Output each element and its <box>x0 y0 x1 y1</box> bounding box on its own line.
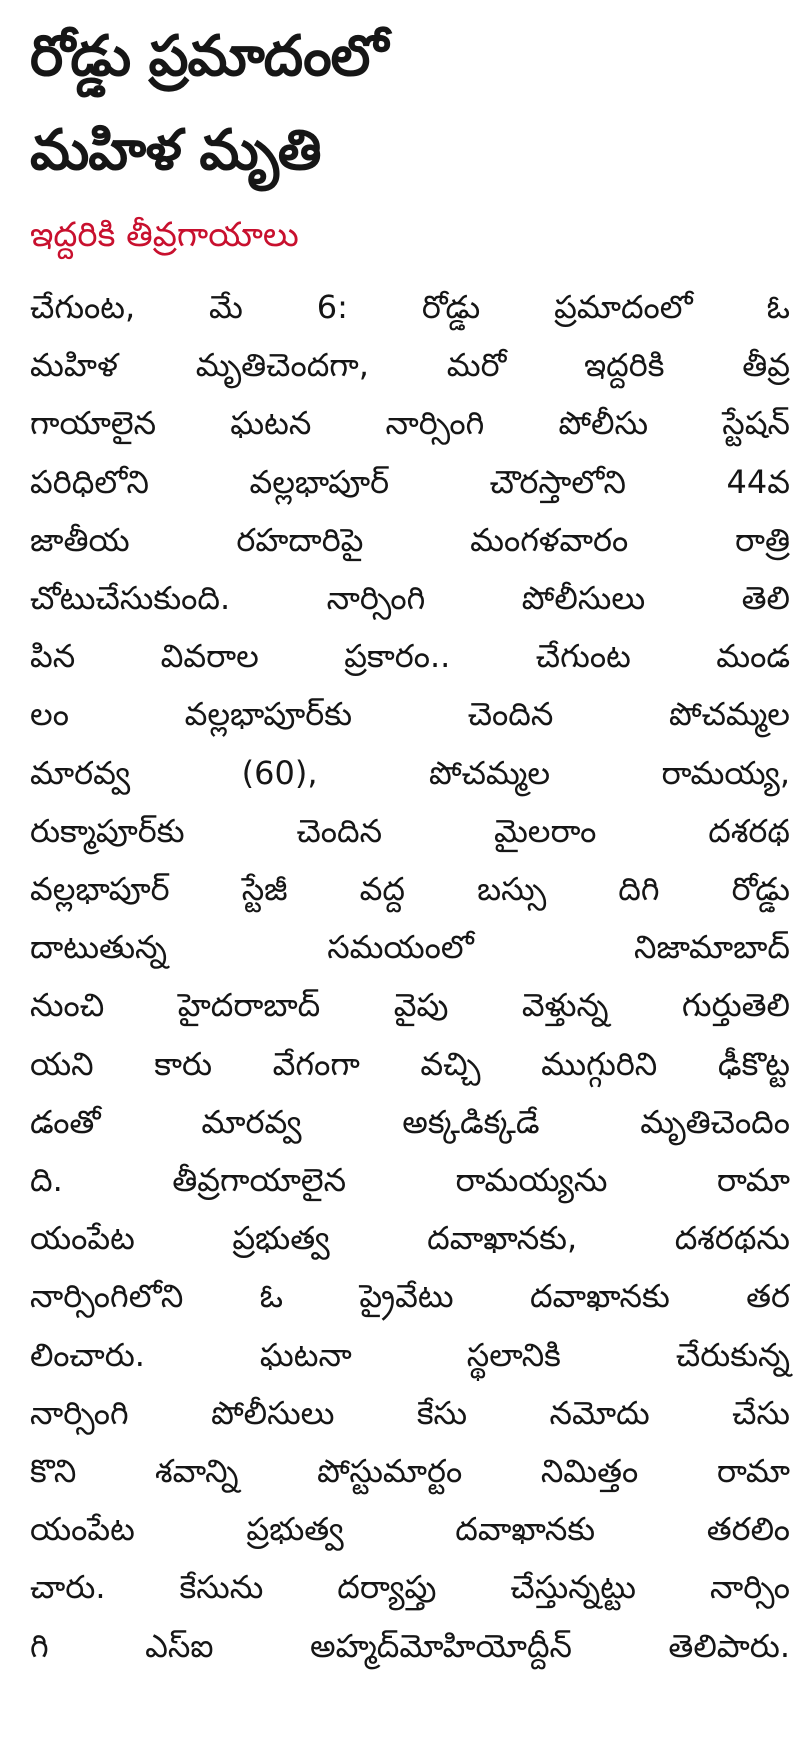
body-line: చారు. కేసును దర్యాప్తు చేస్తున్నట్టు నార్సిం <box>30 1568 790 1607</box>
body-line: పిన వివరాల ప్రకారం.. చేగుంట మండ <box>30 637 790 676</box>
body-line: చోటుచేసుకుంది. నార్సింగి పోలీసులు తెలి <box>30 579 790 618</box>
body-line: డంతో మారవ్వ అక్కడిక్కడే మృతిచెందిం <box>30 1102 790 1141</box>
headline-line-1: రోడ్డు ప్రమాదంలో <box>30 24 388 89</box>
body-line: యంపేట ప్రభుత్వ దవాఖానకు, దశరథను <box>30 1219 790 1258</box>
body-line: కొని శవాన్ని పోస్టుమార్టం నిమిత్తం రామా <box>30 1452 790 1491</box>
headline <box>30 10 790 198</box>
body-line: గి ఎస్ఐ అహ్మద్‌మోహియోద్దీన్ తెలిపారు. <box>30 1626 790 1665</box>
body-line: గాయాలైన ఘటన నార్సింగి పోలీసు స్టేషన్ <box>30 404 790 443</box>
body-line: నార్సింగిలోని ఓ ప్రైవేటు దవాఖానకు తర <box>30 1277 790 1316</box>
body-line: ది. తీవ్రగాయాలైన రామయ్యను రామా <box>30 1161 790 1200</box>
body-line: మారవ్వ (60), పోచమ్మల రామయ్య, <box>30 753 790 792</box>
body-line: దాటుతున్న సమయంలో నిజామాబాద్ <box>30 928 790 967</box>
body-line: మహిళ మృతిచెందగా, మరో ఇద్దరికి తీవ్ర <box>30 346 790 385</box>
headline-line-2: మహిళ మృతి <box>30 118 321 183</box>
body-line: యంపేట ప్రభుత్వ దవాఖానకు తరలిం <box>30 1510 790 1549</box>
body-line: జాతీయ రహదారిపై మంగళవారం రాత్రి <box>30 520 790 559</box>
body-line: నార్సింగి పోలీసులు కేసు నమోదు చేసు <box>30 1393 790 1432</box>
body-line: లించారు. ఘటనా స్థలానికి చేరుకున్న <box>30 1335 790 1374</box>
subheadline: ఇద్దరికి తీవ్రగాయాలు <box>30 215 299 255</box>
body-line: లం వల్లభాపూర్‌కు చెందిన పోచమ్మల <box>30 695 790 734</box>
body-line: పరిధిలోని వల్లభాపూర్ చౌరస్తాలోని 44వ <box>30 462 790 501</box>
body-line: యని కారు వేగంగా వచ్చి ముగ్గురిని ఢీకొట్ట <box>30 1044 790 1083</box>
body-line: చేగుంట, మే 6: రోడ్డు ప్రమాదంలో ఓ <box>30 288 790 326</box>
body-line: నుంచి హైదరాబాద్ వైపు వెళ్తున్న గుర్తుతెలి <box>30 986 790 1025</box>
article-body <box>30 278 790 1675</box>
body-line: వల్లభాపూర్ స్టేజీ వద్ద బస్సు దిగి రోడ్డు <box>30 870 790 909</box>
body-line: రుక్మాపూర్‌కు చెందిన మైలరాం దశరథ <box>30 811 790 850</box>
